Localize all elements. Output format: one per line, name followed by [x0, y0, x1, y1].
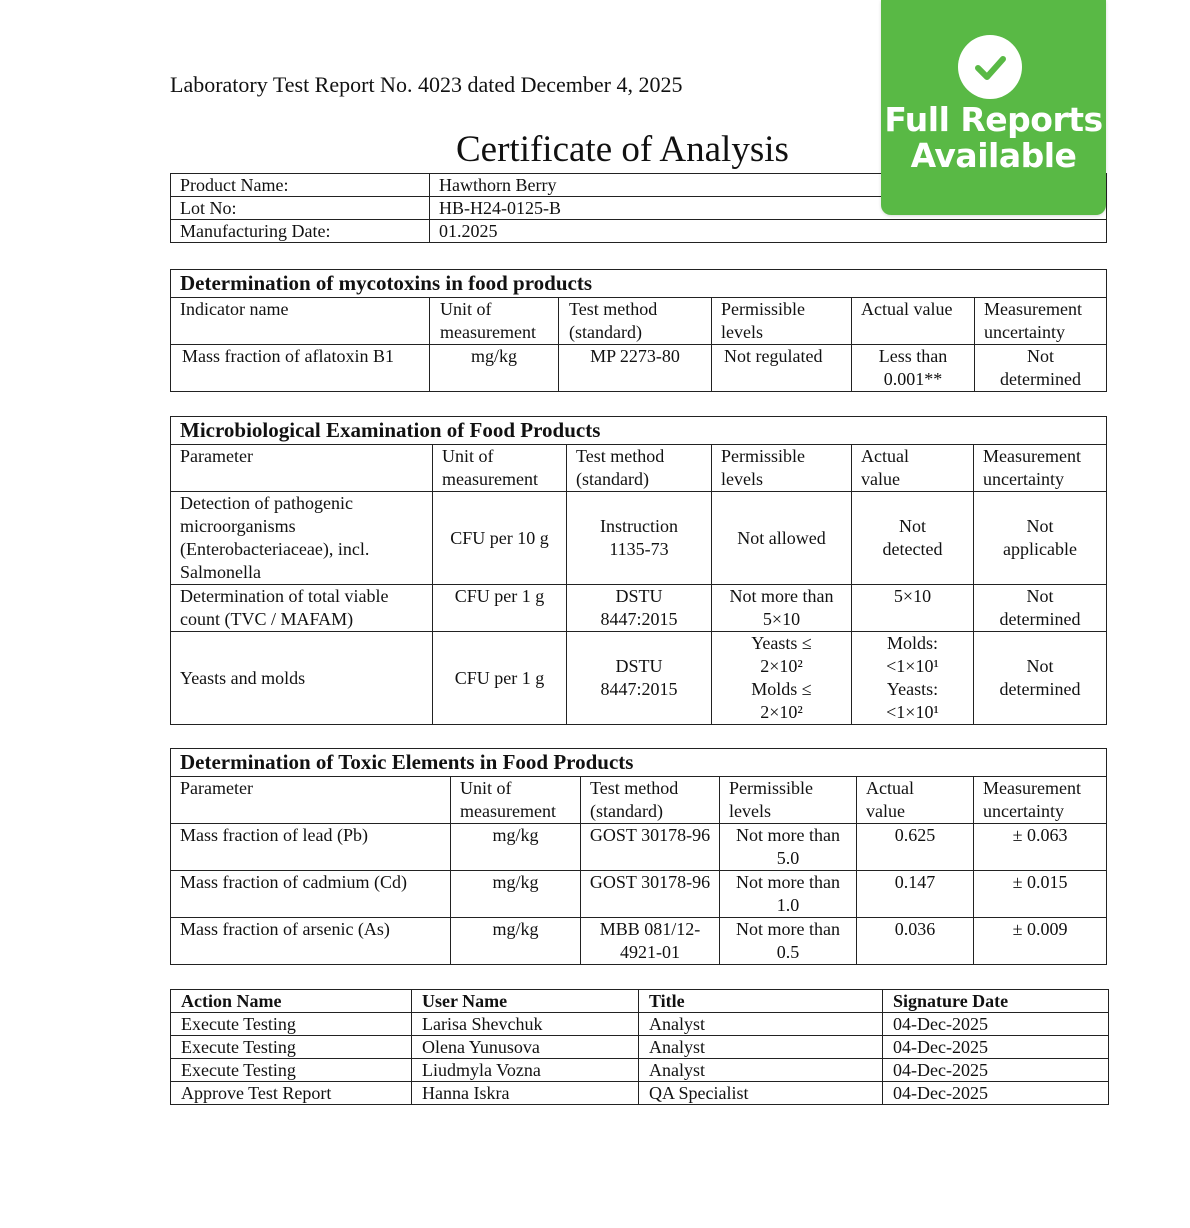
table-cell: 04-Dec-2025: [883, 1013, 1109, 1036]
column-header: Actual value: [852, 298, 975, 345]
check-circle-icon: [958, 35, 1022, 99]
table-cell: mg/kg: [451, 871, 581, 918]
table-cell: 0.625: [857, 824, 974, 871]
table-cell: Larisa Shevchuk: [412, 1013, 639, 1036]
column-header: Title: [639, 990, 883, 1013]
table-cell: Mass fraction of arsenic (As): [171, 918, 451, 965]
table-cell: Not determined: [975, 345, 1107, 392]
column-header: Measurement uncertainty: [974, 445, 1107, 492]
table-cell: ± 0.015: [974, 871, 1107, 918]
table-cell: Execute Testing: [171, 1013, 412, 1036]
table-cell: MP 2273-80: [559, 345, 712, 392]
table-cell: Analyst: [639, 1059, 883, 1082]
table-cell: mg/kg: [451, 824, 581, 871]
table-header-row: [171, 298, 1107, 345]
table-cell: Mass fraction of aflatoxin B1: [171, 345, 430, 392]
table-row: [171, 345, 1107, 392]
table-cell: 0.147: [857, 871, 974, 918]
table-row: [171, 824, 1107, 871]
table-cell: Execute Testing: [171, 1059, 412, 1082]
table-cell: Analyst: [639, 1036, 883, 1059]
toxic-elements-table: [170, 748, 1107, 965]
column-header: Parameter: [171, 777, 451, 824]
table-cell: Yeasts and molds: [171, 632, 433, 725]
table-header-row: [171, 777, 1107, 824]
column-header: Unit of measurement: [451, 777, 581, 824]
table-row: [171, 1036, 1109, 1059]
table-cell: GOST 30178-96: [581, 824, 720, 871]
column-header: Indicator name: [171, 298, 430, 345]
column-header: Action Name: [171, 990, 412, 1013]
table-cell: 04-Dec-2025: [883, 1036, 1109, 1059]
table-cell: 04-Dec-2025: [883, 1082, 1109, 1105]
table-cell: Less than 0.001**: [852, 345, 975, 392]
table-row: [171, 585, 1107, 632]
table-cell: CFU per 1 g: [433, 585, 567, 632]
signatures-table: [170, 989, 1109, 1105]
table-cell: ± 0.063: [974, 824, 1107, 871]
table-row: [171, 1059, 1109, 1082]
report-number: Laboratory Test Report No. 4023 dated December 4, 2025: [170, 72, 683, 97]
column-header: User Name: [412, 990, 639, 1013]
column-header: Measurement uncertainty: [974, 777, 1107, 824]
microbiological-table: [170, 416, 1107, 725]
badge-text: [881, 102, 1106, 174]
table-cell: Approve Test Report: [171, 1082, 412, 1105]
table-header-row: [171, 445, 1107, 492]
column-header: Permissible levels: [712, 445, 852, 492]
table-cell: mg/kg: [430, 345, 559, 392]
column-header: Signature Date: [883, 990, 1109, 1013]
table-cell: mg/kg: [451, 918, 581, 965]
microbiological-title: Microbiological Examination of Food Products: [171, 417, 1107, 445]
lot-no-value: HB-H24-0125-B: [430, 197, 1107, 220]
column-header: Test method (standard): [559, 298, 712, 345]
column-header: Permissible levels: [720, 777, 857, 824]
product-name-value: Hawthorn Berry: [430, 174, 1107, 197]
table-row: [171, 918, 1107, 965]
column-header: Test method (standard): [581, 777, 720, 824]
table-cell: ± 0.009: [974, 918, 1107, 965]
table-cell: Not regulated: [712, 345, 852, 392]
table-cell: Not allowed: [712, 492, 852, 585]
page-title: Certificate of Analysis: [456, 129, 789, 170]
toxic-elements-title: Determination of Toxic Elements in Food Products: [171, 749, 1107, 777]
table-row: [171, 492, 1107, 585]
column-header: Actual value: [857, 777, 974, 824]
table-cell: Not determined: [974, 585, 1107, 632]
table-cell: Execute Testing: [171, 1036, 412, 1059]
manufacturing-date-row: [171, 220, 1107, 243]
table-cell: 04-Dec-2025: [883, 1059, 1109, 1082]
mycotoxins-table: [170, 269, 1107, 392]
column-header: Actual value: [852, 445, 974, 492]
table-header-row: [171, 990, 1109, 1013]
table-cell: Mass fraction of cadmium (Cd): [171, 871, 451, 918]
table-cell: CFU per 10 g: [433, 492, 567, 585]
table-cell: Liudmyla Vozna: [412, 1059, 639, 1082]
column-header: Unit of measurement: [430, 298, 559, 345]
table-cell: MBB 081/12-4921-01: [581, 918, 720, 965]
table-cell: Not applicable: [974, 492, 1107, 585]
table-cell: GOST 30178-96: [581, 871, 720, 918]
table-cell: Analyst: [639, 1013, 883, 1036]
table-cell: Not determined: [974, 632, 1107, 725]
table-cell: Not detected: [852, 492, 974, 585]
table-cell: DSTU 8447:2015: [567, 585, 712, 632]
badge-line-1: Full Reports: [884, 100, 1103, 139]
full-reports-badge[interactable]: [881, 0, 1106, 215]
table-cell: Mass fraction of lead (Pb): [171, 824, 451, 871]
table-cell: DSTU 8447:2015: [567, 632, 712, 725]
manufacturing-date-label: Manufacturing Date:: [171, 220, 430, 243]
manufacturing-date-value: 01.2025: [430, 220, 1107, 243]
table-cell: Detection of pathogenic microorganisms (Enterobacteriaceae), incl. Salmonella: [171, 492, 433, 585]
column-header: Test method (standard): [567, 445, 712, 492]
table-cell: Molds: <1×10¹ Yeasts: <1×10¹: [852, 632, 974, 725]
table-cell: Olena Yunusova: [412, 1036, 639, 1059]
lot-no-label: Lot No:: [171, 197, 430, 220]
table-cell: Not more than 5.0: [720, 824, 857, 871]
table-cell: 5×10: [852, 585, 974, 632]
mycotoxins-title: Determination of mycotoxins in food products: [171, 270, 1107, 298]
column-header: Unit of measurement: [433, 445, 567, 492]
product-name-label: Product Name:: [171, 174, 430, 197]
table-cell: Not more than 1.0: [720, 871, 857, 918]
table-row: [171, 1082, 1109, 1105]
table-row: [171, 871, 1107, 918]
table-cell: Hanna Iskra: [412, 1082, 639, 1105]
table-row: [171, 1013, 1109, 1036]
table-cell: Instruction 1135-73: [567, 492, 712, 585]
column-header: Parameter: [171, 445, 433, 492]
table-cell: Not more than 5×10: [712, 585, 852, 632]
table-cell: QA Specialist: [639, 1082, 883, 1105]
table-cell: Determination of total viable count (TVC / MAFAM): [171, 585, 433, 632]
table-cell: CFU per 1 g: [433, 632, 567, 725]
table-row: [171, 632, 1107, 725]
table-cell: Not more than 0.5: [720, 918, 857, 965]
table-cell: 0.036: [857, 918, 974, 965]
column-header: Measurement uncertainty: [975, 298, 1107, 345]
table-cell: Yeasts ≤ 2×10² Molds ≤ 2×10²: [712, 632, 852, 725]
column-header: Permissible levels: [712, 298, 852, 345]
badge-line-2: Available: [910, 136, 1077, 175]
